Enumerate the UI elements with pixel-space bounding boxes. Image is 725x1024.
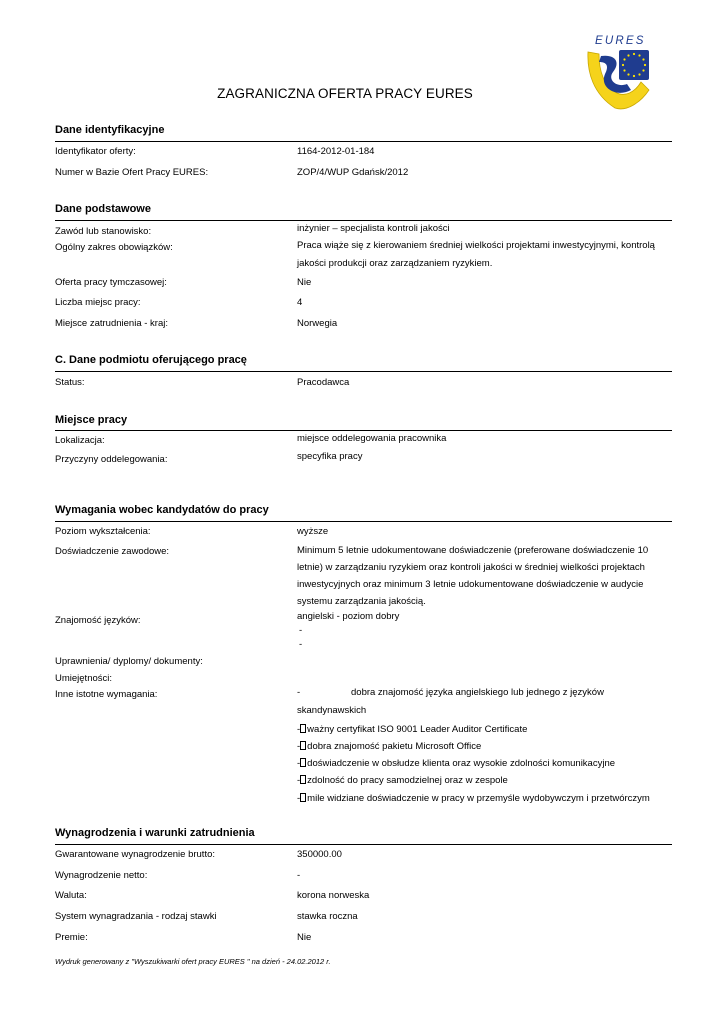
- temporary-offer-value: Nie: [297, 277, 312, 288]
- section-dane-podstawowe: Dane podstawowe: [55, 203, 151, 215]
- duties-line-2: jakości produkcji oraz zarządzaniem ryzykiem.: [297, 258, 493, 269]
- languages-dash-2: -: [299, 639, 303, 650]
- requirement-item: [297, 758, 615, 769]
- other-requirements-label: Inne istotne wymagania:: [55, 689, 158, 700]
- section-divider: [55, 371, 672, 372]
- experience-label: Doświadczenie zawodowe:: [55, 546, 170, 557]
- requirement-item: [297, 741, 481, 752]
- section-dane-identyfikacyjne: Dane identyfikacyjne: [55, 124, 165, 136]
- requirement-text: ważny certyfikat ISO 9001 Leader Auditor Certificate: [307, 724, 528, 735]
- currency-label: Waluta:: [55, 890, 87, 901]
- other-req-dash: -: [297, 687, 301, 698]
- experience-line-1: Minimum 5 letnie udokumentowane doświadczenie (preferowane doświadczenie 10: [297, 545, 649, 556]
- status-value: Pracodawca: [297, 377, 350, 388]
- net-salary-label: Wynagrodzenie netto:: [55, 870, 148, 881]
- currency-value: korona norweska: [297, 890, 370, 901]
- checkbox-glyph-icon: [300, 775, 306, 784]
- section-salary: Wynagrodzenia i warunki zatrudnienia: [55, 827, 255, 839]
- vacancies-label: Liczba miejsc pracy:: [55, 297, 141, 308]
- section-employer-data: C. Dane podmiotu oferującego pracę: [55, 354, 247, 366]
- checkbox-glyph-icon: [300, 741, 306, 750]
- temporary-offer-label: Oferta pracy tymczasowej:: [55, 277, 167, 288]
- bullet-dash: -: [297, 724, 301, 735]
- other-req-line-1: dobra znajomość języka angielskiego lub jednego z języków: [351, 687, 604, 698]
- vacancies-value: 4: [297, 297, 303, 308]
- page-title: ZAGRANICZNA OFERTA PRACY EURES: [217, 86, 473, 101]
- requirement-text: dobra znajomość pakietu Microsoft Office: [307, 741, 482, 752]
- section-divider: [55, 220, 672, 221]
- education-label: Poziom wykształcenia:: [55, 526, 151, 537]
- skills-label: Umiejętności:: [55, 673, 113, 684]
- checkbox-glyph-icon: [300, 758, 306, 767]
- section-requirements: Wymagania wobec kandydatów do pracy: [55, 504, 269, 516]
- requirement-text: zdolność do pracy samodzielnej oraz w zespole: [307, 775, 508, 786]
- eures-logo-text: EURES: [595, 35, 646, 47]
- requirement-text: mile widziane doświadczenie w pracy w przemyśle wydobywczym i przetwórczym: [307, 793, 650, 804]
- gross-salary-label: Gwarantowane wynagrodzenie brutto:: [55, 849, 216, 860]
- section-divider: [55, 521, 672, 522]
- location-value: miejsce oddelegowania pracownika: [297, 433, 447, 444]
- occupation-label: Zawód lub stanowisko:: [55, 226, 152, 237]
- pay-system-label: System wynagradzania - rodzaj stawki: [55, 911, 217, 922]
- experience-line-2: letnie) w zarządzaniu ryzykiem oraz kontroli jakości w średniej wielkości projektach: [297, 562, 645, 573]
- education-value: wyższe: [297, 526, 329, 537]
- duties-line-1: Praca wiąże się z kierowaniem średniej wielkości projektami inwestycyjnymi, kontrolą: [297, 240, 655, 251]
- section-divider: [55, 430, 672, 431]
- other-req-line-2: skandynawskich: [297, 705, 367, 716]
- location-label: Lokalizacja:: [55, 435, 105, 446]
- pay-system-value: stawka roczna: [297, 911, 358, 922]
- languages-value: angielski - poziom dobry: [297, 611, 400, 622]
- bullet-dash: -: [297, 741, 301, 752]
- status-label: Status:: [55, 377, 85, 388]
- country-value: Norwegia: [297, 318, 338, 329]
- secondment-reason-value: specyfika pracy: [297, 451, 363, 462]
- section-divider: [55, 141, 672, 142]
- checkbox-glyph-icon: [300, 724, 306, 733]
- bonus-value: Nie: [297, 932, 312, 943]
- net-salary-value: -: [297, 870, 301, 881]
- offer-number-label: Numer w Bazie Ofert Pracy EURES:: [55, 167, 209, 178]
- country-label: Miejsce zatrudnienia - kraj:: [55, 318, 168, 329]
- print-footer: Wydruk generowany z "Wyszukiwarki ofert pracy EURES " na dzień - 24.02.2012 r.: [55, 957, 331, 966]
- bullet-dash: -: [297, 793, 301, 804]
- requirement-item: [297, 724, 527, 735]
- offer-id-label: Identyfikator oferty:: [55, 146, 136, 157]
- gross-salary-value: 350000.00: [297, 849, 342, 860]
- experience-line-3: inwestycyjnych oraz minimum 3 letnie udokumentowane doświadczenie w audycie: [297, 579, 644, 590]
- secondment-reason-label: Przyczyny oddelegowania:: [55, 454, 168, 465]
- section-workplace: Miejsce pracy: [55, 414, 128, 426]
- offer-number-value: ZOP/4/WUP Gdańsk/2012: [297, 167, 409, 178]
- requirement-item: [297, 775, 508, 786]
- checkbox-glyph-icon: [300, 793, 306, 802]
- bullet-dash: -: [297, 758, 301, 769]
- duties-label: Ogólny zakres obowiązków:: [55, 242, 173, 253]
- languages-dash-1: -: [299, 625, 303, 636]
- bonus-label: Premie:: [55, 932, 88, 943]
- bullet-dash: -: [297, 775, 301, 786]
- qualifications-label: Uprawnienia/ dyplomy/ dokumenty:: [55, 656, 203, 667]
- occupation-value: inżynier – specjalista kontroli jakości: [297, 223, 450, 234]
- languages-label: Znajomość języków:: [55, 615, 141, 626]
- experience-line-4: systemu zarządzania jakością.: [297, 596, 426, 607]
- requirement-item: [297, 793, 650, 804]
- offer-id-value: 1164-2012-01-184: [297, 146, 375, 157]
- requirement-text: doświadczenie w obsłudze klienta oraz wysokie zdolności komunikacyjne: [307, 758, 616, 769]
- section-divider: [55, 844, 672, 845]
